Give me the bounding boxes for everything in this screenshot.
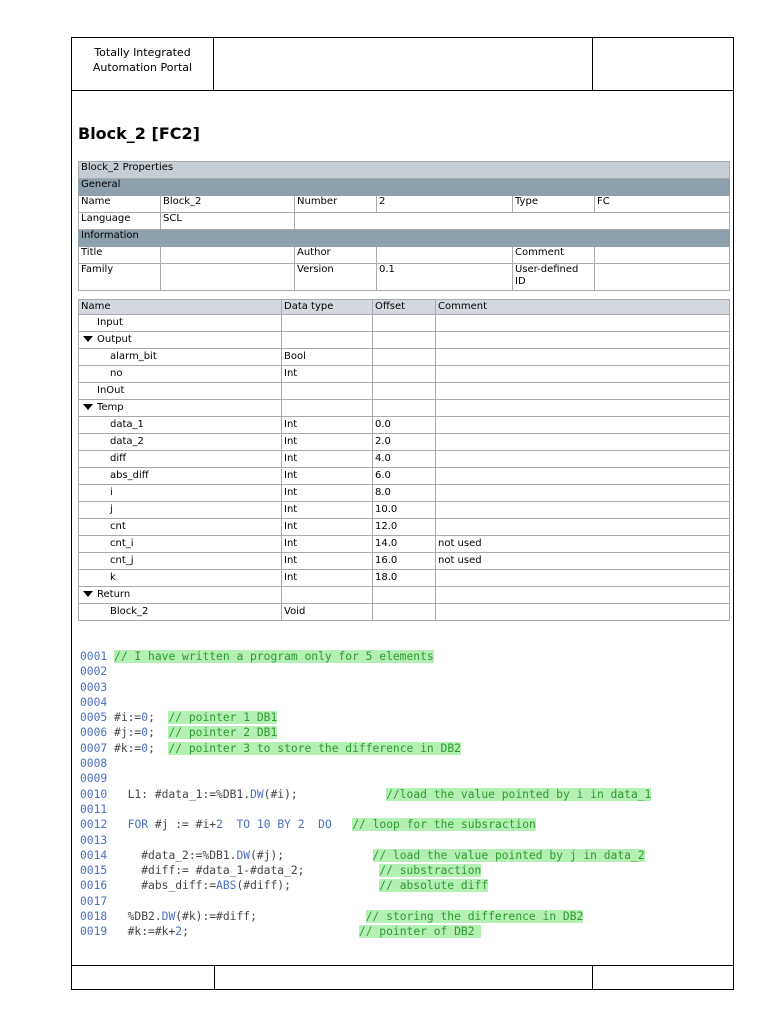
header-line-2: Automation Portal [92,61,193,74]
code-text: ; [148,741,169,755]
interface-offset: 6.0 [373,468,436,485]
udid-value [595,264,730,291]
portal-logo-text [72,38,214,90]
code-keyword: BY [277,818,291,832]
code-number: 2 [297,818,305,832]
interface-offset: 2.0 [373,434,436,451]
interface-datatype: Void [282,604,373,621]
interface-name: data_2 [110,436,144,447]
interface-datatype: Int [282,468,373,485]
type-value: FC [595,196,730,213]
version-value: 0.1 [377,264,513,291]
interface-offset [373,400,436,417]
line-number: 0014 [80,848,108,862]
line-number: 0017 [80,894,108,908]
code-text [305,818,319,831]
interface-row [79,417,730,434]
code-keyword: ABS [216,879,237,893]
expand-triangle-icon [83,404,93,410]
line-number: 0012 [80,818,108,832]
interface-datatype: Int [282,502,373,519]
interface-name-cell [79,485,282,502]
language-empty [295,213,730,230]
interface-name-cell [79,570,282,587]
code-number: 0 [141,741,149,755]
interface-datatype [282,332,373,349]
interface-datatype: Bool [282,349,373,366]
interface-name: Input [97,317,123,328]
code-text: ; [148,726,169,740]
code-comment: // load the value pointed by j in data_2 [372,848,645,862]
code-comment: // loop for the subsraction [352,818,536,832]
code-comment: // substraction [379,864,482,878]
code-text: %DB2. [114,910,162,924]
code-text [223,818,237,831]
interface-comment: not used [436,553,730,570]
code-line [80,817,651,832]
interface-row [79,519,730,536]
code-number: 10 [256,818,271,832]
interface-name: Output [97,334,132,345]
interface-name-cell [79,417,282,434]
family-value [161,264,295,291]
code-text: #j := #i+ [148,818,217,832]
family-label: Family [79,264,161,291]
interface-offset: 14.0 [373,536,436,553]
interface-row [79,536,730,553]
interface-name-cell [79,502,282,519]
interface-name: cnt_i [110,538,134,549]
interface-name-cell [79,519,282,536]
author-value [377,247,513,264]
footer-divider-2 [592,966,593,990]
code-text: #k:= [114,741,142,755]
code-keyword: DW [161,910,176,924]
code-text: ; [182,925,359,939]
interface-row [79,485,730,502]
code-comment: // storing the difference in DB2 [365,910,584,924]
interface-comment [436,502,730,519]
code-line [80,741,651,756]
interface-comment [436,485,730,502]
interface-row [79,604,730,621]
interface-datatype: Int [282,570,373,587]
interface-datatype: Int [282,417,373,434]
code-keyword: FOR [127,818,149,832]
line-number: 0016 [80,879,108,893]
interface-name: i [110,487,113,498]
line-number: 0005 [80,711,108,725]
interface-comment [436,587,730,604]
code-keyword: DO [318,818,332,832]
header-line-1: Totally Integrated [94,46,191,59]
col-header-comment: Comment [436,300,730,315]
page-header [72,38,733,91]
interface-name-cell [79,315,282,332]
interface-name: abs_diff [110,470,149,481]
expand-triangle-icon [83,336,93,342]
interface-comment [436,383,730,400]
interface-row [79,383,730,400]
code-line [80,649,651,664]
block-properties-table [78,161,730,291]
type-label: Type [513,196,595,213]
code-line [80,848,651,863]
interface-name: no [110,368,123,379]
interface-name-cell [79,332,282,349]
interface-datatype: Int [282,519,373,536]
title-value [161,247,295,264]
line-number: 0004 [80,695,108,709]
interface-name: data_1 [110,419,144,430]
line-number: 0002 [80,665,108,679]
code-number: 0 [141,726,149,740]
interface-name: Return [97,589,131,600]
interface-name: alarm_bit [110,351,157,362]
code-text: #k:=#k+ [114,925,176,939]
interface-datatype [282,315,373,332]
interface-offset: 8.0 [373,485,436,502]
code-line [80,680,651,695]
interface-datatype: Int [282,536,373,553]
interface-comment: not used [436,536,730,553]
interface-name: cnt [110,521,126,532]
interface-offset [373,315,436,332]
interface-table [78,299,730,621]
code-text: (#i); [263,787,387,801]
interface-offset: 12.0 [373,519,436,536]
code-text: #data_2:=%DB1. [114,848,237,862]
interface-offset [373,587,436,604]
interface-row [79,434,730,451]
code-line [80,909,651,924]
interface-offset: 4.0 [373,451,436,468]
code-text [291,818,298,831]
general-section: General [79,179,730,196]
code-text: #abs_diff:= [114,879,217,893]
interface-comment [436,349,730,366]
interface-name: InOut [97,385,125,396]
interface-row [79,400,730,417]
line-number: 0011 [80,802,108,816]
col-header-offset: Offset [373,300,436,315]
code-comment: // pointer 2 DB1 [168,726,278,740]
interface-row [79,349,730,366]
interface-offset [373,604,436,621]
interface-offset [373,383,436,400]
code-comment: // absolute diff [379,879,489,893]
code-text: (#j); [250,848,373,862]
code-keyword: TO [236,818,251,832]
code-keyword: DW [250,787,264,801]
language-value: SCL [161,213,295,230]
properties-heading: Block_2 Properties [79,162,730,179]
information-section: Information [79,230,730,247]
interface-name-cell [79,451,282,468]
interface-row [79,587,730,604]
block-title: Block_2 [FC2] [78,124,200,143]
line-number: 0001 [80,650,108,663]
col-header-datatype: Data type [282,300,373,315]
interface-name: k [110,572,116,583]
comment-label: Comment [513,247,595,264]
code-text [332,818,352,831]
interface-datatype: Int [282,485,373,502]
line-number: 0009 [80,772,108,786]
interface-name: diff [110,453,127,464]
code-comment: // pointer 1 DB1 [168,711,278,725]
line-number: 0018 [80,910,108,924]
scl-code-listing [80,649,651,940]
interface-comment [436,468,730,485]
name-value: Block_2 [161,196,295,213]
code-text: ; [148,711,169,725]
code-text [114,818,128,831]
code-text: #diff:= #data_1-#data_2; [114,864,380,878]
interface-datatype: Int [282,451,373,468]
interface-row [79,451,730,468]
interface-row [79,553,730,570]
number-label: Number [295,196,377,213]
interface-comment [436,315,730,332]
interface-comment [436,519,730,536]
interface-name-cell [79,536,282,553]
number-value: 2 [377,196,513,213]
code-line [80,771,651,786]
col-header-name: Name [79,300,282,315]
code-text: L1: #data_1:=%DB1. [114,787,251,801]
code-comment: //load the value pointed by i in data_1 [386,787,652,801]
interface-row [79,332,730,349]
interface-offset: 18.0 [373,570,436,587]
interface-row [79,570,730,587]
interface-name-cell [79,604,282,621]
code-line [80,802,651,817]
code-text: (#k):=#diff; [175,910,366,924]
interface-datatype [282,587,373,604]
interface-datatype: Int [282,553,373,570]
interface-offset [373,349,436,366]
document-page [71,37,734,990]
interface-name-cell [79,349,282,366]
code-line [80,787,651,802]
code-comment: // I have written a program only for 5 elements [114,650,434,663]
interface-row [79,468,730,485]
interface-comment [436,451,730,468]
author-label: Author [295,247,377,264]
interface-comment [436,434,730,451]
title-label: Title [79,247,161,264]
interface-offset [373,366,436,383]
udid-label: User-defined ID [513,264,595,291]
name-label: Name [79,196,161,213]
code-line [80,878,651,893]
code-text: #i:= [114,711,142,725]
interface-offset: 0.0 [373,417,436,434]
code-line [80,924,651,939]
line-number: 0008 [80,757,108,771]
line-number: 0003 [80,680,108,694]
interface-name: cnt_j [110,555,134,566]
code-text: (#diff); [236,879,380,893]
code-comment: // pointer 3 to store the difference in DB2 [168,741,461,755]
interface-datatype [282,400,373,417]
code-number: 0 [141,711,149,725]
interface-row [79,315,730,332]
interface-name-cell [79,553,282,570]
interface-name-cell [79,400,282,417]
code-line [80,863,651,878]
interface-comment [436,604,730,621]
header-divider [592,38,593,90]
interface-comment [436,366,730,383]
code-line [80,710,651,725]
interface-comment [436,570,730,587]
interface-offset: 16.0 [373,553,436,570]
interface-name: Block_2 [110,606,149,617]
interface-datatype: Int [282,434,373,451]
line-number: 0013 [80,833,108,847]
interface-comment [436,417,730,434]
code-comment: // pointer of DB2 [358,925,482,939]
interface-name-cell [79,383,282,400]
footer-divider-1 [214,966,215,990]
interface-datatype [282,383,373,400]
interface-comment [436,400,730,417]
line-number: 0006 [80,726,108,740]
code-line [80,833,651,848]
interface-row [79,502,730,519]
code-keyword: DW [236,848,251,862]
line-number: 0007 [80,741,108,755]
interface-offset [373,332,436,349]
code-text: #j:= [114,726,142,740]
interface-name-cell [79,587,282,604]
code-number: 2 [175,925,183,939]
interface-name-cell [79,468,282,485]
code-line [80,695,651,710]
language-label: Language [79,213,161,230]
line-number: 0010 [80,787,108,801]
page-footer [72,965,733,990]
code-line [80,725,651,740]
code-text [250,818,257,831]
line-number: 0019 [80,925,108,939]
version-label: Version [295,264,377,291]
interface-name: Temp [97,402,124,413]
interface-name-cell [79,366,282,383]
code-line [80,756,651,771]
interface-offset: 10.0 [373,502,436,519]
code-line [80,664,651,679]
code-number: 2 [216,818,223,832]
interface-datatype: Int [282,366,373,383]
expand-triangle-icon [83,591,93,597]
interface-name: j [110,504,113,515]
interface-name-cell [79,434,282,451]
line-number: 0015 [80,864,108,878]
interface-comment [436,332,730,349]
comment-value [595,247,730,264]
interface-row [79,366,730,383]
code-line [80,894,651,909]
